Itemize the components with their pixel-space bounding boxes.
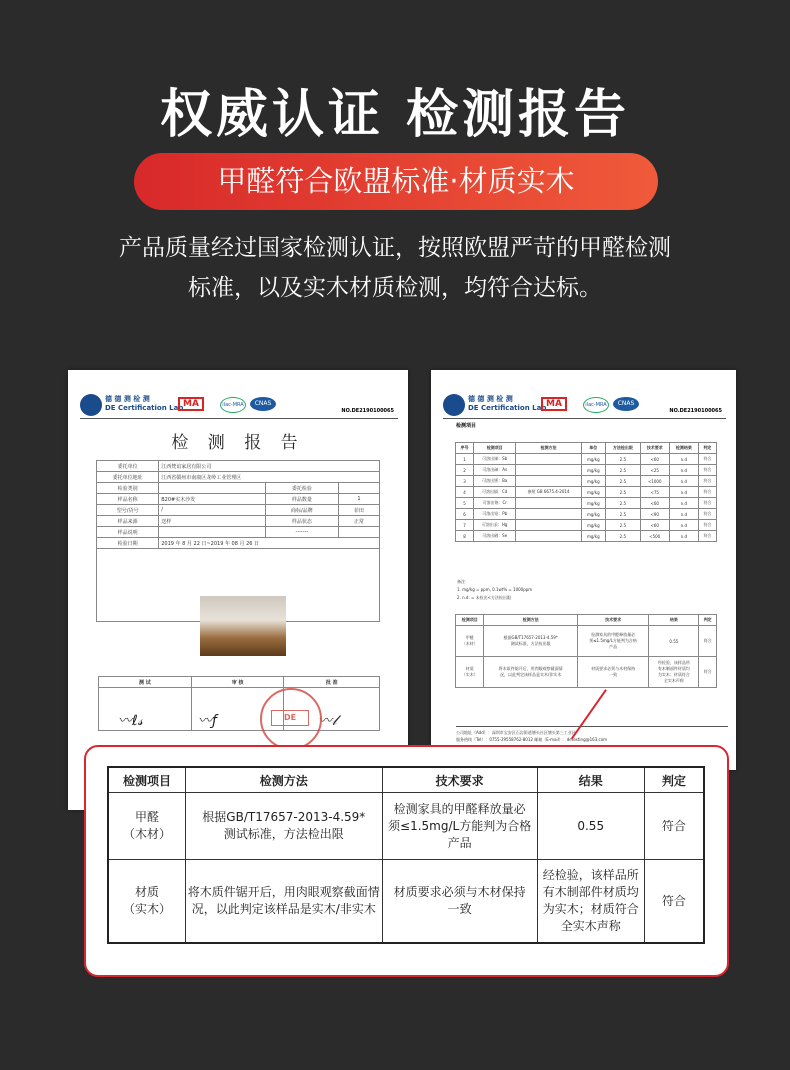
verdict: 符合 [644,793,704,860]
table-header: 检测方法 [185,767,382,793]
table-cell: 参照 GB 6675.4-2014 [516,487,581,498]
table-row [97,505,380,516]
report-number: NO.DE2190100065 [341,408,394,414]
table-row [97,516,380,527]
table-header: 判定 [699,615,717,626]
cnas-logo-icon: CNAS [613,397,639,411]
row-label: 样品名称 [97,494,159,505]
test-method: 将木质件锯开后，用肉眼观察截面情 况，以此判定该样品是实木/非实木 [185,860,382,944]
table-cell: mg/kg [581,531,605,542]
row-value [159,483,266,494]
table-cell: 可溶出硒：Se [474,531,516,542]
table-cell: n.d [669,498,698,509]
subtitle-banner: 甲醛符合欧盟标准·材质实木 [134,153,658,210]
table-cell: mg/kg [581,498,605,509]
test-item: 材质 （实木） [108,860,185,944]
row-value: 江西梵谊家居有限公司 [159,461,380,472]
test-method: 根据GB/T17657-2013-4.59* 测试标准，方法检出限 [185,793,382,860]
table-cell: 符合 [698,454,716,465]
row-label: 型号/货号 [97,505,159,516]
test-item: 甲醛 （木材） [108,793,185,860]
table-cell: 2.5 [606,476,641,487]
table-cell: 符合 [698,487,716,498]
table-cell: 7 [456,520,474,531]
table-cell: <25 [640,465,669,476]
table-cell [516,476,581,487]
table-cell: 根据GB/T17657-2013-4.59* 测试标准，方法检出限 [484,626,577,657]
verdict: 符合 [644,860,704,944]
report-header [80,394,398,416]
table-row [456,509,717,520]
table-cell: n.d [669,509,698,520]
table-cell: n.d [669,476,698,487]
report-page-2 [431,370,736,770]
table-cell: <90 [640,509,669,520]
row-label: 检验类别 [97,483,159,494]
de-logo-icon [443,394,465,416]
result-row [108,793,704,860]
table-row [97,494,380,505]
table-row [456,498,717,509]
row-label: ------- [265,527,338,538]
table-cell: 符合 [698,520,716,531]
table-cell: n.d [669,454,698,465]
row-value: 正常 [338,516,379,527]
table-header: 判定 [698,443,716,454]
table-cell: 可溶出铬：Cr [474,498,516,509]
intro-line-2: 标准，以及实木材质检测，均符合达标。 [188,275,602,301]
table-cell: 符合 [698,531,716,542]
signature-2: 〰ƒ [198,713,217,729]
table-cell: 2.5 [606,509,641,520]
table-header: 检测项目 [474,443,516,454]
table-cell: 8 [456,531,474,542]
table-header: 判定 [644,767,704,793]
lab-name: 德 德 测 检 测 DE Certification Lab [105,395,184,412]
requirement: 检测家具的甲醛释放量必 须≤1.5mg/L方能判为合格 产品 [382,793,537,860]
table-cell: 3 [456,476,474,487]
table-header: 结果 [537,767,644,793]
table-cell: 可溶出镉：Cd [474,487,516,498]
table-cell: 符合 [698,509,716,520]
table-cell: 材质要求必须与木材保持 一致 [577,657,648,688]
table-cell: 2.5 [606,498,641,509]
table-cell: 2.5 [606,487,641,498]
intro-line-1: 产品质量经过国家检测认证，按照欧盟严苛的甲醛检测 [119,235,671,261]
ilac-logo-icon: ilac-MRA [220,397,246,413]
row-value: 2019 年 8 月 22 日~2019 年 08 月 26 日 [159,538,380,549]
result-value: 经检验，该样品所 有木制部件材质均 为实木；材质符合 全实木声称 [537,860,644,944]
signature-3: 〰𝓁 [318,713,337,729]
table-cell: 符合 [698,498,716,509]
table-cell: 可溶出铅：Pb [474,509,516,520]
row-label: 商标/品牌 [265,505,338,516]
table-cell [516,531,581,542]
signature-1: 〰ℓ𝓈 [118,713,143,729]
row-value: 江西省赣州市南康区龙岭工业管理区 [159,472,380,483]
table-cell: 2.5 [606,520,641,531]
heavy-metal-table [455,442,717,542]
report-page-1 [68,370,408,810]
table-cell: mg/kg [581,476,605,487]
table-row [97,483,380,494]
section-label: 检测项目 [456,423,477,429]
ilac-logo-icon: ilac-MRA [583,397,609,413]
table-cell: 可溶出砷：As [474,465,516,476]
sign-label-review: 审 核 [191,677,284,688]
table-cell: 6 [456,509,474,520]
table-header: 检测项目 [456,615,484,626]
cma-logo-icon: MA [178,397,204,411]
table-cell: 材质 （实木） [456,657,484,688]
page-title: 权威认证 检测报告 [159,85,631,145]
row-value: 菲田 [338,505,379,516]
table-cell: 检测家具的甲醛释放量必 须≤1.5mg/L方能判为合格 产品 [577,626,648,657]
row-value: / [159,505,266,516]
table-row [97,472,380,483]
table-cell: 5 [456,498,474,509]
table-header: 单位 [581,443,605,454]
table-cell: 0.55 [649,626,699,657]
requirement: 材质要求必须与木材保持 一致 [382,860,537,944]
row-value: B20#实木沙发 [159,494,266,505]
table-cell: 将木质件锯开后，用肉眼观察截面情 况，以此判定该样品是实木/非实木 [484,657,577,688]
table-cell: <60 [640,498,669,509]
table-cell [516,465,581,476]
table-cell: 甲醛 （木材） [456,626,484,657]
sofa-photo [200,596,286,656]
table-cell: 4 [456,487,474,498]
table-header: 技术要求 [640,443,669,454]
table-cell: 可溶出汞：Hg [474,520,516,531]
de-logo-icon [80,394,102,416]
header-divider [443,418,726,419]
intro-text [40,228,750,308]
table-header: 技术要求 [577,615,648,626]
table-cell: 2 [456,465,474,476]
row-label: 样品数量 [265,494,338,505]
table-cell: 2.5 [606,465,641,476]
table-cell: <60 [640,520,669,531]
row-value [338,527,379,538]
table-header: 结果 [649,615,699,626]
table-row [456,454,717,465]
sign-label-approve: 批 准 [284,677,380,688]
table-header: 检测项目 [108,767,185,793]
table-header: 方法检出限 [606,443,641,454]
table-row [97,527,380,538]
row-value [338,483,379,494]
table-cell: 符合 [698,465,716,476]
lab-name: 德 德 测 检 测 DE Certification Lab [468,395,547,412]
table-cell [516,509,581,520]
cnas-logo-icon: CNAS [250,397,276,411]
table-row [97,538,380,549]
row-label: 检验日期 [97,538,159,549]
table-cell: mg/kg [581,465,605,476]
table-row [97,461,380,472]
table-cell: <500 [640,531,669,542]
row-label: 样品状态 [265,516,338,527]
table-cell: 符合 [699,626,717,657]
table-header: 检测方法 [484,615,577,626]
table-cell: 可溶出锑：Sb [474,454,516,465]
table-header: 检测方法 [516,443,581,454]
table-cell: mg/kg [581,487,605,498]
report-title: 检 测 报 告 [171,433,305,453]
small-result-table [455,614,717,688]
row-label: 样品说明 [97,527,159,538]
row-value [159,527,266,538]
cma-logo-icon: MA [541,397,567,411]
table-header: 检测结果 [669,443,698,454]
table-cell: 2.5 [606,454,641,465]
table-cell: <60 [640,454,669,465]
table-cell: n.d [669,487,698,498]
table-cell: 符合 [699,657,717,688]
table-row [456,520,717,531]
row-label: 委托单位 [97,461,159,472]
table-cell: 可溶出钡：Ba [474,476,516,487]
table-cell: 2.5 [606,531,641,542]
table-row [456,476,717,487]
table-cell: mg/kg [581,509,605,520]
table-row [456,487,717,498]
table-header: 技术要求 [382,767,537,793]
table-cell [516,498,581,509]
zoomed-result-table [107,766,705,944]
table-cell: 符合 [698,476,716,487]
result-row [108,860,704,944]
table-cell [516,454,581,465]
table-cell: <1000 [640,476,669,487]
table-cell: 1 [456,454,474,465]
table-cell: mg/kg [581,454,605,465]
table-cell: mg/kg [581,520,605,531]
table-cell: <75 [640,487,669,498]
header-divider [80,418,398,419]
result-value: 0.55 [537,793,644,860]
table-cell: n.d [669,465,698,476]
page-footer: 公司地址（Add）：深圳市宝安区石岩街道塘头社区塘头第三工业区 服务热线（Tel）：0755-29558762-8012 邮箱（E-mail）：detesting@163.com [456,726,728,743]
official-stamp-icon: DE [260,688,322,750]
table-header: 序号 [456,443,474,454]
row-label: 委托单位地址 [97,472,159,483]
report-header-2 [443,394,726,416]
table-cell [516,520,581,531]
sign-label-test: 测 试 [99,677,192,688]
row-value: 送样 [159,516,266,527]
report-number: NO.DE2190100065 [669,408,722,414]
table-cell: 经检验，该样品所 有木制部件材质均 为实木；材质符合 全实木声称 [649,657,699,688]
table-row [456,531,717,542]
table-row [456,465,717,476]
row-label: 样品来源 [97,516,159,527]
notes: 备注： 1. mg/kg = ppm, 0.1wt% = 1000ppm 2. n.d. = 未检出<方法检出限 [457,579,533,600]
row-value: 1 [338,494,379,505]
table-cell: n.d [669,520,698,531]
row-label: 委托检验 [265,483,338,494]
table-cell: n.d [669,531,698,542]
